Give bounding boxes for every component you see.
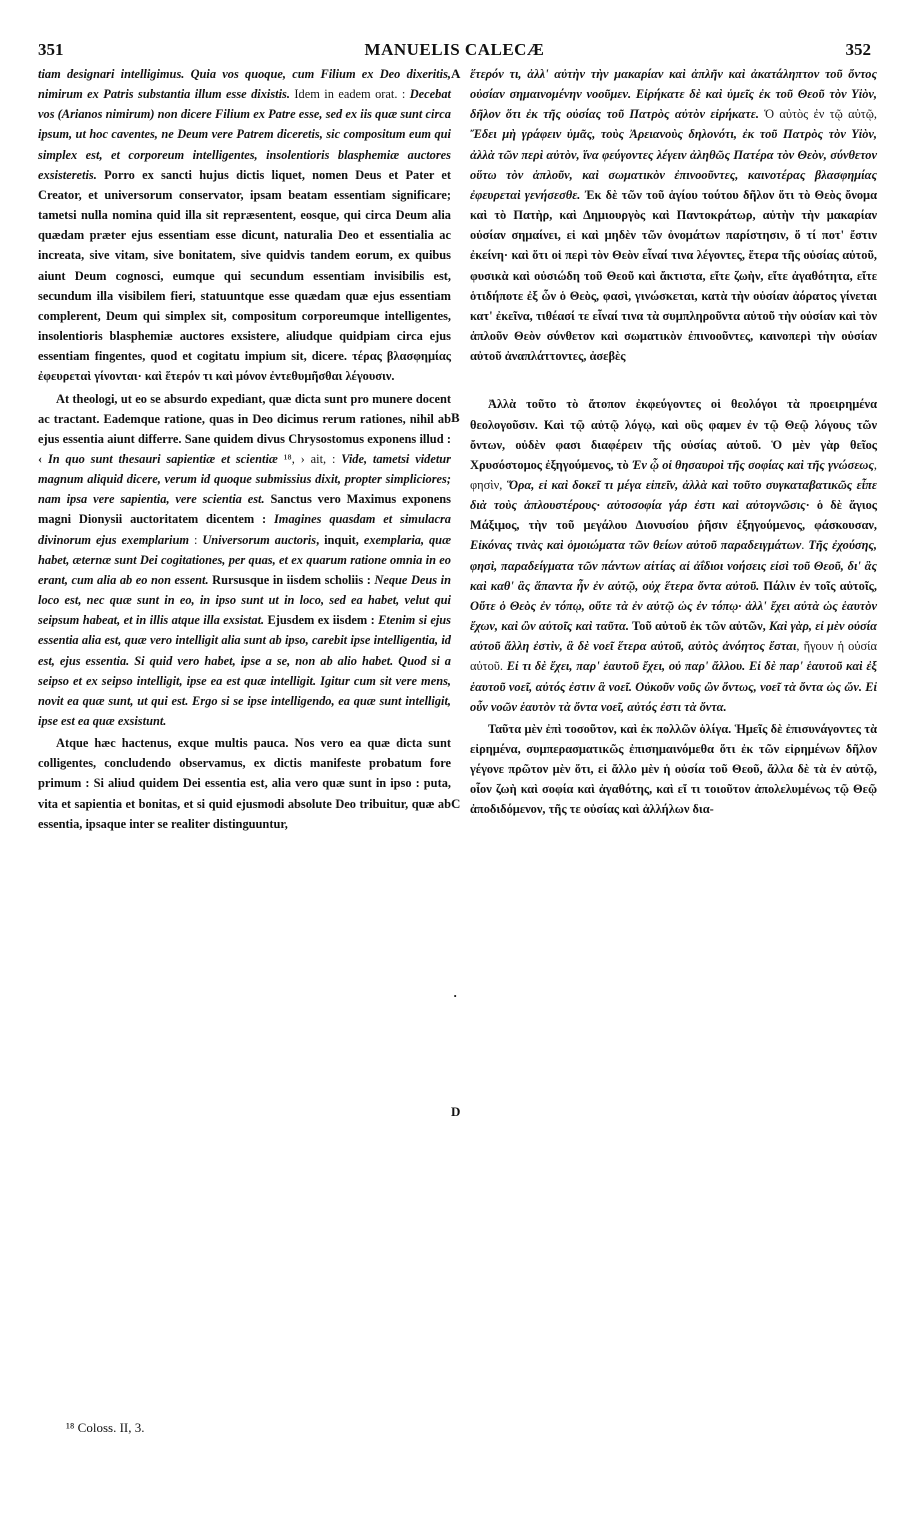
latin-quote: Universorum auctoris xyxy=(202,532,317,547)
greek-text: Πάλιν ἐν τοῖς αὐτοῖς, xyxy=(759,578,877,593)
latin-text: , inquit, xyxy=(316,532,364,547)
latin-text: Rursusque in iisdem scholiis : xyxy=(208,572,375,587)
greek-text: Ἀλλὰ τοῦτο τὸ ἄτοπον ἐκφεύγοντες οἱ θεολόγοι τὰ προειρημένα θεολογοῦσιν. Καὶ τῷ αὐτῷ λόγῳ, καὶ οὓς φαμεν ἐν τῷ Θεῷ λόγους τῶν ὄντων, οὐδὲν φασι διαφέρειν τῆς οὐσίας αὐτοῦ. Ὁ μὲν γὰρ θεῖος Χρυσόστομος ἐξηγούμενος, τὸ xyxy=(470,397,877,472)
greek-quote: Εἰ τι δὲ ἔχει, παρ' ἑαυτοῦ ἔχει, οὐ παρ' ἄλλου. Εἰ δὲ παρ' ἑαυτοῦ καὶ ἐξ ἑαυτοῦ νοεῖ, αὐτός ἐστιν ἃ νοεῖ. Οὐκοῦν νοῦς ὢν ὄντως, νοεῖ τὰ ὄντα ὡς ὤν. Εἰ οὖν νοῶν ἑαυτὸν τὰ ὄντα νοεῖ, αὐτός ἐστι τὰ ὄντα. xyxy=(470,659,877,714)
latin-quote: exemplaria, quæ habet, æternæ sunt Dei cogitationes, per quas, et ex quarum ratione omnia in eo erant, cum alia ab eo non essent. xyxy=(38,532,452,587)
latin-text: tiam designari intelligimus. Quia vos quoque, cum Filium ex Deo dixeritis, nimirum ex Patris substantia illum esse dixistis. xyxy=(38,67,451,102)
greek-text: · ὁ δὲ ἅγιος Μάξιμος, τὴν τοῦ μεγάλου Διονυσίου ῥῆσιν ἐξηγούμενος, φάσκουσαν, xyxy=(470,498,878,533)
page-number-left: 351 xyxy=(38,40,64,59)
latin-quote: Imagines quasdam et simulacra divinorum ejus exemplarium xyxy=(38,512,451,547)
latin-text: ¹⁸, › ait, : xyxy=(277,451,342,466)
greek-paragraph-2 xyxy=(470,394,877,717)
latin-paragraph-2 xyxy=(38,389,451,732)
latin-column xyxy=(38,64,451,834)
latin-quote: Etenim si ejus essentia alia est, quæ vero intelligit alia sunt ab ipso, carebit ipse intelligentia, id est, ejus essentia. Si quid vero habet, ipse a se, non ab alio habet. Quod si a seipso et ex seipso intelligit, ipse ea est quæ intelligit. Igitur cum sit vere mens, novit ea quæ sunt, ut qui est. Ergo si se ipse intelligendo, ea quæ sunt intelligit, ipse est ea quæ exsistunt. xyxy=(38,613,451,728)
greek-text: ἕτερόν τι, ἀλλ' αὐτὴν τὴν μακαρίαν καὶ ἀπλῆν καὶ ἀκατάληπτον τοῦ ὄντος οὐσίαν σημαινομένην νοοῦμεν. Εἰρήκατε δὲ καὶ ὑμεῖς ἐκ τοῦ Θεοῦ τὸν Υἱὸν, δῆλον ὅτι ἐκ τῆς οὐσίας τοῦ Πατρὸς αὐτὸν εἰρήκατε. xyxy=(470,67,877,122)
greek-quote: Ὅρα, εἰ καὶ δοκεῖ τι μέγα εἰπεῖν, ἀλλὰ καὶ τοῦτο συγκαταβατικῶς εἶπε διὰ τοὺς ἁπλουστέρους· αὐτοσοφία γάρ ἐστι καὶ αὐτογνῶσις xyxy=(470,477,877,513)
page-number-right: 352 xyxy=(845,40,871,59)
greek-quote: Ἐν ᾧ οἱ θησαυροὶ τῆς σοφίας καὶ τῆς γνώσεως xyxy=(631,457,874,472)
greek-paragraph-3: Ταῦτα μὲν ἐπὶ τοσοῦτον, καὶ ἐκ πολλῶν ὀλίγα. Ἡμεῖς δὲ ἐπισυνάγοντες τὰ εἰρημένα, συμπερασματικῶς ἐπισημαινόμεθα ὅτι ἐκ τῶν εἰρημένων δῆλον γέγονε πρῶτον μὲν ὅτι, εἰ ἄλλο μὲν ἡ οὐσία τοῦ Θεοῦ, ἄλλα δὲ τὰ ἐν αὐτῷ, οἷον ζωὴ καὶ σοφία καὶ ἀγαθότης, καὶ εἴ τι τοιοῦτον ἀπολελυμένως τῷ Θεῷ ἀποδιδόμενον, τῆς τε οὐσίας καὶ ἀλλήλων δια- xyxy=(470,721,877,817)
greek-quote: Καὶ γὰρ, εἰ μὲν οὐσία αὐτοῦ ἄλλη ἐστὶν, ἃ δὲ νοεῖ ἕτερα αὐτοῦ, αὐτὸς ἀνόητος ἔσται xyxy=(470,619,877,654)
footnote: ¹⁸ Coloss. II, 3. xyxy=(66,1420,145,1435)
latin-quote: Neque Deus in loco est, nec quæ sunt in eo, in ipso sunt ut in loco, sed ea habet, velut qui seipsum habeat, et in illis atque illa exsistat. xyxy=(38,572,451,628)
greek-quote: Τῆς ἐχούσης, φησὶ, παραδείγματα τῶν πάντων αἰτίας αἱ ἀΐδιοι νοήσεις εἰσὶ τοῦ Θεοῦ, δι' ἃς καὶ καθ' ἃς ἅπαντα ἦν ἐν αὐτῷ, οὐχ ἕτερα ὄντα αὐτοῦ. xyxy=(470,538,877,593)
latin-quote: Vide, tametsi videtur magnum aliquid dicere, verum id quoque submissius dixit, propter simpliciores; nam ipsa vere sapientia, vere scientia est. xyxy=(38,451,451,507)
latin-text: Ejusdem ex iisdem : xyxy=(264,613,379,628)
latin-text: Idem in eadem orat. : xyxy=(289,87,410,102)
greek-quote: Εἰκόνας τινὰς καὶ ὁμοιώματα τῶν θείων αὐτοῦ παραδειγμάτων xyxy=(470,538,802,553)
greek-text: , φησὶν, xyxy=(470,457,877,492)
running-title: MANUELIS CALECÆ xyxy=(364,40,545,59)
latin-paragraph-3: Atque hæc hactenus, exque multis pauca. Nos vero ea quæ dicta sunt colligentes, concludendo observamus, ex dictis manifeste probatum fore primum : Si aliud quidem Dei essentia est, alia vero quæ sunt in ipso : puta, vita et sapientia et bonitas, et si quid ejusmodi absolute Deo tribuitur, quæ ab essentia, ipsaque inter se realiter distinguuntur, xyxy=(38,736,451,831)
greek-text: Ὁ αὐτὸς ἐν τῷ αὐτῷ, xyxy=(758,107,877,122)
latin-text: : xyxy=(189,532,203,547)
margin-letter-b: B xyxy=(451,410,460,425)
latin-text: At theologi, ut eo se absurdo expediant, quæ dicta sunt pro munere docent ac tractant. Eademque ratione, quas in Deo dicimus rerum rationes, nihil ab ejus essentia aiunt differre. Sane quidem divus Chrysostomus exponens illud : ‹ xyxy=(38,391,451,466)
margin-letter-d: D xyxy=(451,1104,461,1119)
greek-quote: Ἔδει μὴ γράφειν ὑμᾶς, τοὺς Ἀρειανοὺς δηλονότι, ἐκ τοῦ Πατρὸς τὸν Υἱὸν, ἀλλὰ τῶν περὶ αὐτὸν, ἵνα φεύγοντες λέγειν ἀληθῶς Πατέρα τὸν Θεὸν, σύνθετον οὕτω τὸν ἁπλοῦν, καὶ σωματικὸν ἐπινοοῦντες, καινοτέρας βλασφημίας ἐφευρεταὶ γενήσεσθε. xyxy=(470,127,877,202)
greek-text: Τοῦ αὐτοῦ ἐκ τῶν αὐτῶν, xyxy=(628,619,770,634)
greek-text: , ἤγουν ἡ οὐσία αὐτοῦ. xyxy=(470,639,878,674)
margin-dot: · xyxy=(453,988,458,1003)
greek-quote: Οὔτε ὁ Θεὸς ἐν τόπῳ, οὔτε τὰ ἐν αὐτῷ ὡς ἐν τόπῳ· ἀλλ' ἔχει αὐτὰ ὡς ἑαυτὸν ἔχων, καὶ ὢν αὐτοῖς καὶ ταῦτα. xyxy=(470,598,877,634)
greek-carryover: τέρας βλασφημίας ἐφευρεταὶ γίνονται· καὶ ἕτερόν τι καὶ μόνον ἐντεθυμῆσθαι λέγουσιν. xyxy=(38,349,451,384)
latin-text: Sanctus vero Maximus exponens magni Dionysii auctoritatem dicentem : xyxy=(38,492,451,527)
latin-text: Porro ex sancti hujus dictis liquet, nomen Deus et Pater et Creator, et universorum conservator, ipsam beatam essentiam significare; tametsi nulla nomina quid illa sit repræsentent, eosque, qui circa Deum alia quædam præter ejus essentiam esse dicunt, naturalia Deo et essentialia ac increata, sive vitam, sive bonitatem, sive quidvis tandem eorum, ex quibus aiunt Deum cognosci, eumque qui secundum essentiam invisibilis est, secundum illa visibilem fieri, statuuntque esse quædam quæ ejus essentiam complerent, Deum qui simplex sit, compositum corporeumque intelligentes, insolentioris blasphemiæ auctores exsistere, aliudque quidpiam circa ejus essentiam fingentes, quod et cogitatu impium sit, dicere. xyxy=(38,167,451,364)
greek-text: Ἐκ δὲ τῶν τοῦ ἁγίου τούτου δῆλον ὅτι τὸ Θεὸς ὄνομα καὶ τὸ Πατὴρ, καὶ Δημιουργὸς καὶ Παντοκράτωρ, αὐτὴν τὴν μακαρίαν οὐσίαν σημαίνει, εἰ καὶ μηδὲν τῶν ὀνομάτων παρίστησιν, ὅ τί ποτ' ἔστιν ἐκείνη· καὶ ὅτι οἱ περὶ τὸν Θεὸν εἶναί τινα λέγοντες, ἕτερα τῆς οὐσίας αὐτοῦ, φυσικὰ καὶ οὐσιώδη τοῦ Θεοῦ καὶ ἄκτιστα, εἴτε ζωὴν, εἴτε ἀγαθότητα, εἴτε ὁτιδήποτε ἐξ ὧν ὁ Θεὸς, φασὶ, γινώσκεται, κατὰ τὴν οὐσίαν ἀόρατος γίνεται κατ' ἐκεῖνα, τιθέασί τε εἶναί τινα τὰ συμπληροῦντα αὐτοῦ τὴν οὐσίαν καὶ τὸν ἁπλοῦν Θεὸν σύνθετον καὶ σωματικὸν ἐπινοοῦντες, καινοπερὶ τὴν οὐσίαν αὐτοῦ ἀναπλάττοντες, ἀσεβὲς xyxy=(470,187,878,364)
running-header xyxy=(32,40,877,66)
greek-text: . xyxy=(801,538,809,553)
greek-paragraph-1 xyxy=(470,64,877,366)
greek-column xyxy=(470,64,877,820)
latin-quote: In quo sunt thesauri sapientiæ et scientiæ xyxy=(47,451,278,466)
latin-paragraph-1 xyxy=(38,64,451,387)
latin-quote: Decebat vos (Arianos nimirum) non dicere Filium ex Patre esse, sed ex iis quæ sunt circa ipsum, ut hoc caventes, ne Deum vere Patrem diceretis, sic compositum eum qui simplex est, et corporeum intelligentes, insolentioris blasphemiæ auctores exsisteretis. xyxy=(38,87,451,182)
margin-letter-a: A xyxy=(451,66,461,81)
margin-letter-c: C xyxy=(451,796,461,811)
